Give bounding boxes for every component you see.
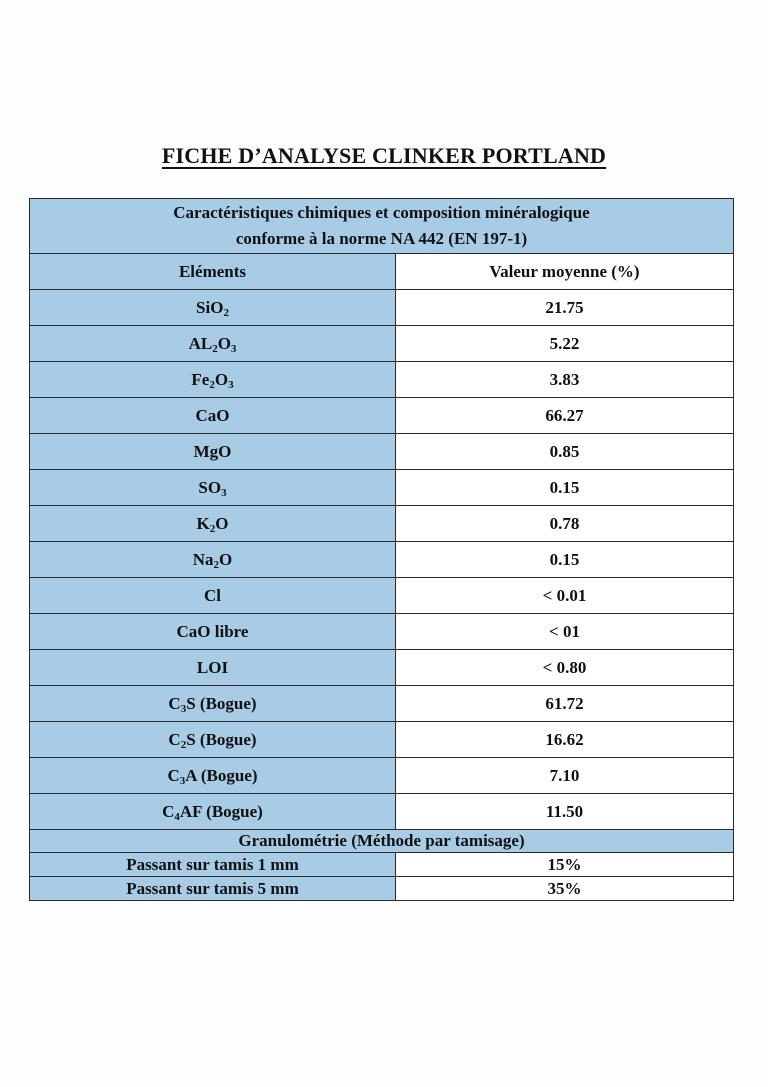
element-value: < 0.01 [396, 578, 734, 614]
formula-part: Na [192, 549, 214, 569]
granulo-value: 15% [396, 853, 734, 877]
element-name [30, 506, 396, 542]
formula-part: C [162, 801, 175, 821]
table-row [30, 650, 734, 686]
formula-part: C [167, 765, 180, 785]
formula-part: O [219, 549, 233, 569]
formula-subscript: 2 [223, 306, 229, 319]
granulo-header: Granulométrie (Méthode par tamisage) [30, 830, 734, 853]
formula-part: AF (Bogue) [179, 801, 263, 821]
formula-part: MgO [193, 441, 232, 461]
element-value: 16.62 [396, 722, 734, 758]
element-name [30, 758, 396, 794]
formula-subscript: 2 [212, 342, 218, 355]
granulo-row [30, 877, 734, 901]
table-row [30, 722, 734, 758]
element-value: 3.83 [396, 362, 734, 398]
table-row [30, 614, 734, 650]
element-value: 0.85 [396, 434, 734, 470]
col-header-value: Valeur moyenne (%) [396, 254, 734, 290]
formula-subscript: 3 [179, 774, 186, 787]
formula-part: LOI [196, 657, 229, 677]
element-name [30, 542, 396, 578]
element-value: 0.15 [396, 542, 734, 578]
page-title: FICHE D’ANALYSE CLINKER PORTLAND [161, 143, 607, 168]
formula-part: C [168, 729, 181, 749]
element-value: 61.72 [396, 686, 734, 722]
formula-part: A (Bogue) [185, 765, 258, 785]
table-row [30, 758, 734, 794]
formula-part: O [214, 369, 229, 389]
formula-subscript: 3 [221, 486, 227, 499]
element-name [30, 362, 396, 398]
table-row [30, 398, 734, 434]
granulo-label: Passant sur tamis 5 mm [30, 877, 396, 901]
formula-part: K [196, 513, 210, 533]
formula-part: O [217, 333, 231, 353]
formula-part: SiO [196, 297, 224, 317]
element-name [30, 398, 396, 434]
element-value: < 0.80 [396, 650, 734, 686]
table-header [30, 199, 734, 254]
formula-part: CaO [195, 405, 230, 425]
element-name [30, 650, 396, 686]
table-row [30, 434, 734, 470]
table-row [30, 686, 734, 722]
granulo-header-row [30, 830, 734, 853]
formula-subscript: 4 [174, 810, 180, 823]
table-row [30, 794, 734, 830]
formula-part: AL [188, 333, 213, 353]
formula-part: SO [198, 477, 222, 497]
col-header-elements: Eléments [30, 254, 396, 290]
table-row [30, 362, 734, 398]
element-value: 11.50 [396, 794, 734, 830]
table-row [30, 326, 734, 362]
formula-part: CaO libre [176, 621, 249, 641]
granulo-value: 35% [396, 877, 734, 901]
element-name [30, 290, 396, 326]
element-value: 7.10 [396, 758, 734, 794]
formula-subscript: 3 [230, 342, 237, 355]
formula-subscript: 2 [209, 378, 215, 391]
element-value: < 01 [396, 614, 734, 650]
formula-part: S (Bogue) [186, 693, 257, 713]
column-header-row [30, 254, 734, 290]
formula-subscript: 2 [209, 522, 216, 535]
table-row [30, 578, 734, 614]
element-name [30, 326, 396, 362]
element-name [30, 470, 396, 506]
element-name [30, 722, 396, 758]
element-name [30, 578, 396, 614]
table-row [30, 506, 734, 542]
element-value: 0.15 [396, 470, 734, 506]
formula-part: Fe [191, 369, 210, 389]
table-row [30, 470, 734, 506]
element-value: 21.75 [396, 290, 734, 326]
formula-subscript: 3 [180, 702, 187, 715]
element-value: 5.22 [396, 326, 734, 362]
formula-part: C [168, 693, 181, 713]
header-line-1: Caractéristiques chimiques et composition minéralogique [173, 203, 590, 222]
element-value: 0.78 [396, 506, 734, 542]
element-name [30, 686, 396, 722]
granulo-row [30, 853, 734, 877]
element-name [30, 434, 396, 470]
formula-part: Cl [204, 585, 221, 605]
granulo-label: Passant sur tamis 1 mm [30, 853, 396, 877]
element-value: 66.27 [396, 398, 734, 434]
table-row [30, 542, 734, 578]
formula-subscript: 3 [228, 378, 234, 391]
formula-part: S (Bogue) [186, 729, 257, 749]
header-line-2: conforme à la norme NA 442 (EN 197-1) [235, 229, 528, 248]
element-name [30, 794, 396, 830]
formula-subscript: 2 [180, 738, 187, 751]
formula-part: O [215, 513, 229, 533]
table-header-row [30, 199, 734, 254]
analysis-table [29, 198, 734, 901]
element-name [30, 614, 396, 650]
table-row [30, 290, 734, 326]
formula-subscript: 2 [213, 558, 220, 571]
